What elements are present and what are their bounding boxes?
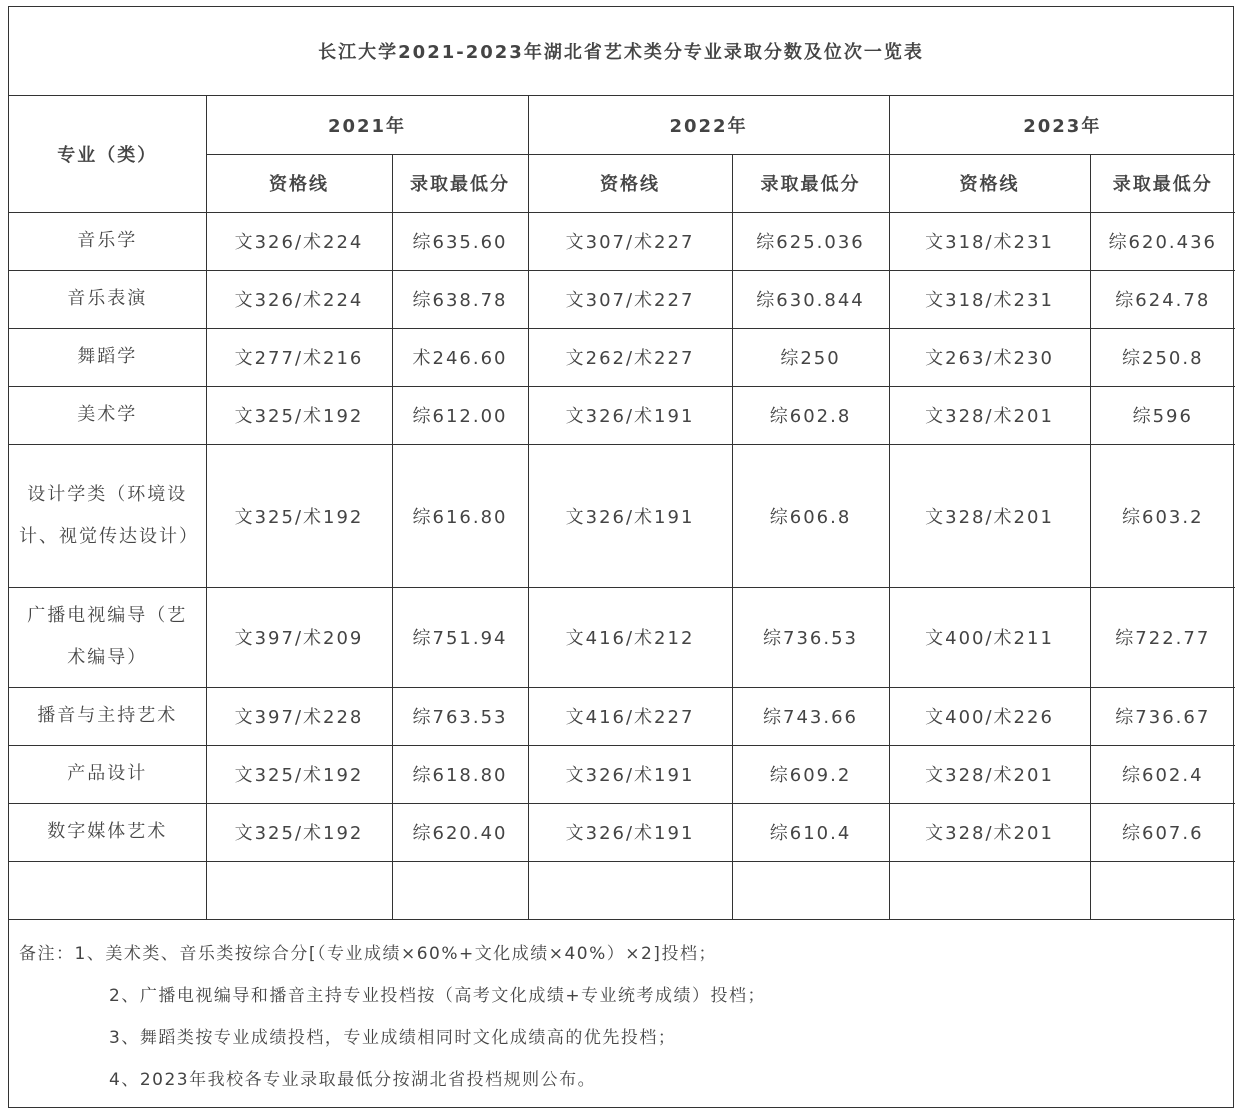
qualify-line-cell: 文397/术228 [206, 687, 392, 745]
empty-cell [9, 861, 206, 919]
table-row [9, 687, 1235, 745]
qualify-line-cell: 文277/术216 [206, 328, 392, 386]
qualify-line-cell: 文325/术192 [206, 803, 392, 861]
min-score-cell: 综603.2 [1090, 444, 1235, 587]
qualify-line-cell: 文307/术227 [528, 212, 732, 270]
major-cell: 广播电视编导（艺术编导） [9, 587, 206, 687]
min-score-cell: 综635.60 [392, 212, 528, 270]
note-line: 备注：1、美术类、音乐类按综合分[（专业成绩×60%+文化成绩×40%）×2]投档； [19, 944, 717, 964]
qualify-line-cell: 文328/术201 [889, 444, 1090, 587]
table-row [9, 587, 1235, 687]
major-cell: 播音与主持艺术 [9, 687, 206, 745]
min-score-cell: 综624.78 [1090, 270, 1235, 328]
qualify-line-cell: 文326/术191 [528, 803, 732, 861]
qualify-line-cell: 文325/术192 [206, 386, 392, 444]
min-score-cell: 综625.036 [732, 212, 889, 270]
qualify-line-cell: 文307/术227 [528, 270, 732, 328]
empty-cell [528, 861, 732, 919]
qualify-line-cell: 文326/术191 [528, 745, 732, 803]
qualify-line-cell: 文400/术211 [889, 587, 1090, 687]
qualify-line-cell: 文325/术192 [206, 745, 392, 803]
major-cell: 设计学类（环境设计、视觉传达设计） [9, 444, 206, 587]
empty-cell [732, 861, 889, 919]
table-row [9, 386, 1235, 444]
min-score-cell: 综250 [732, 328, 889, 386]
table-row [9, 270, 1235, 328]
qualify-line-cell: 文325/术192 [206, 444, 392, 587]
table-title: 长江大学2021-2023年湖北省艺术类分专业录取分数及位次一览表 [9, 7, 1233, 96]
table-row [9, 212, 1235, 270]
table-row [9, 745, 1235, 803]
header-qualify-line: 资格线 [528, 154, 732, 212]
min-score-cell: 综602.8 [732, 386, 889, 444]
header-year-2021: 2021年 [206, 96, 528, 154]
header-min-score: 录取最低分 [1090, 154, 1235, 212]
note-line: 3、舞蹈类按专业成绩投档，专业成绩相同时文化成绩高的优先投档； [109, 1028, 677, 1048]
min-score-cell: 综612.00 [392, 386, 528, 444]
empty-cell [206, 861, 392, 919]
header-min-score: 录取最低分 [392, 154, 528, 212]
header-qualify-line: 资格线 [889, 154, 1090, 212]
major-cell: 音乐表演 [9, 270, 206, 328]
min-score-cell: 综751.94 [392, 587, 528, 687]
min-score-cell: 综736.53 [732, 587, 889, 687]
min-score-cell: 综609.2 [732, 745, 889, 803]
header-min-score: 录取最低分 [732, 154, 889, 212]
min-score-cell: 综722.77 [1090, 587, 1235, 687]
qualify-line-cell: 文400/术226 [889, 687, 1090, 745]
header-year-2022: 2022年 [528, 96, 889, 154]
min-score-cell: 综616.80 [392, 444, 528, 587]
qualify-line-cell: 文326/术224 [206, 270, 392, 328]
min-score-cell: 综630.844 [732, 270, 889, 328]
empty-row [9, 861, 1235, 919]
table-row [9, 803, 1235, 861]
qualify-line-cell: 文416/术227 [528, 687, 732, 745]
note-line: 2、广播电视编导和播音主持专业投档按（高考文化成绩+专业统考成绩）投档； [109, 986, 767, 1006]
empty-cell [889, 861, 1090, 919]
qualify-line-cell: 文397/术209 [206, 587, 392, 687]
min-score-cell: 综607.6 [1090, 803, 1235, 861]
min-score-cell: 综620.40 [392, 803, 528, 861]
qualify-line-cell: 文326/术224 [206, 212, 392, 270]
score-table-sheet [8, 6, 1234, 1108]
empty-cell [392, 861, 528, 919]
min-score-cell: 综596 [1090, 386, 1235, 444]
major-cell: 音乐学 [9, 212, 206, 270]
header-row-years [9, 96, 1235, 154]
header-qualify-line: 资格线 [206, 154, 392, 212]
qualify-line-cell: 文326/术191 [528, 444, 732, 587]
empty-cell [1090, 861, 1235, 919]
major-cell: 美术学 [9, 386, 206, 444]
min-score-cell: 综610.4 [732, 803, 889, 861]
qualify-line-cell: 文318/术231 [889, 212, 1090, 270]
min-score-cell: 术246.60 [392, 328, 528, 386]
min-score-cell: 综606.8 [732, 444, 889, 587]
header-year-2023: 2023年 [889, 96, 1235, 154]
min-score-cell: 综638.78 [392, 270, 528, 328]
header-major: 专业（类） [9, 96, 206, 212]
qualify-line-cell: 文416/术212 [528, 587, 732, 687]
min-score-cell: 综736.67 [1090, 687, 1235, 745]
score-table [9, 96, 1235, 920]
min-score-cell: 综620.436 [1090, 212, 1235, 270]
note-line: 4、2023年我校各专业录取最低分按湖北省投档规则公布。 [109, 1070, 597, 1090]
min-score-cell: 综743.66 [732, 687, 889, 745]
major-cell: 舞蹈学 [9, 328, 206, 386]
major-cell: 产品设计 [9, 745, 206, 803]
qualify-line-cell: 文328/术201 [889, 803, 1090, 861]
min-score-cell: 综602.4 [1090, 745, 1235, 803]
major-cell: 数字媒体艺术 [9, 803, 206, 861]
min-score-cell: 综250.8 [1090, 328, 1235, 386]
qualify-line-cell: 文326/术191 [528, 386, 732, 444]
qualify-line-cell: 文262/术227 [528, 328, 732, 386]
min-score-cell: 综763.53 [392, 687, 528, 745]
qualify-line-cell: 文263/术230 [889, 328, 1090, 386]
qualify-line-cell: 文328/术201 [889, 386, 1090, 444]
table-row [9, 444, 1235, 587]
table-row [9, 328, 1235, 386]
min-score-cell: 综618.80 [392, 745, 528, 803]
notes-block [9, 925, 1233, 1109]
qualify-line-cell: 文328/术201 [889, 745, 1090, 803]
qualify-line-cell: 文318/术231 [889, 270, 1090, 328]
